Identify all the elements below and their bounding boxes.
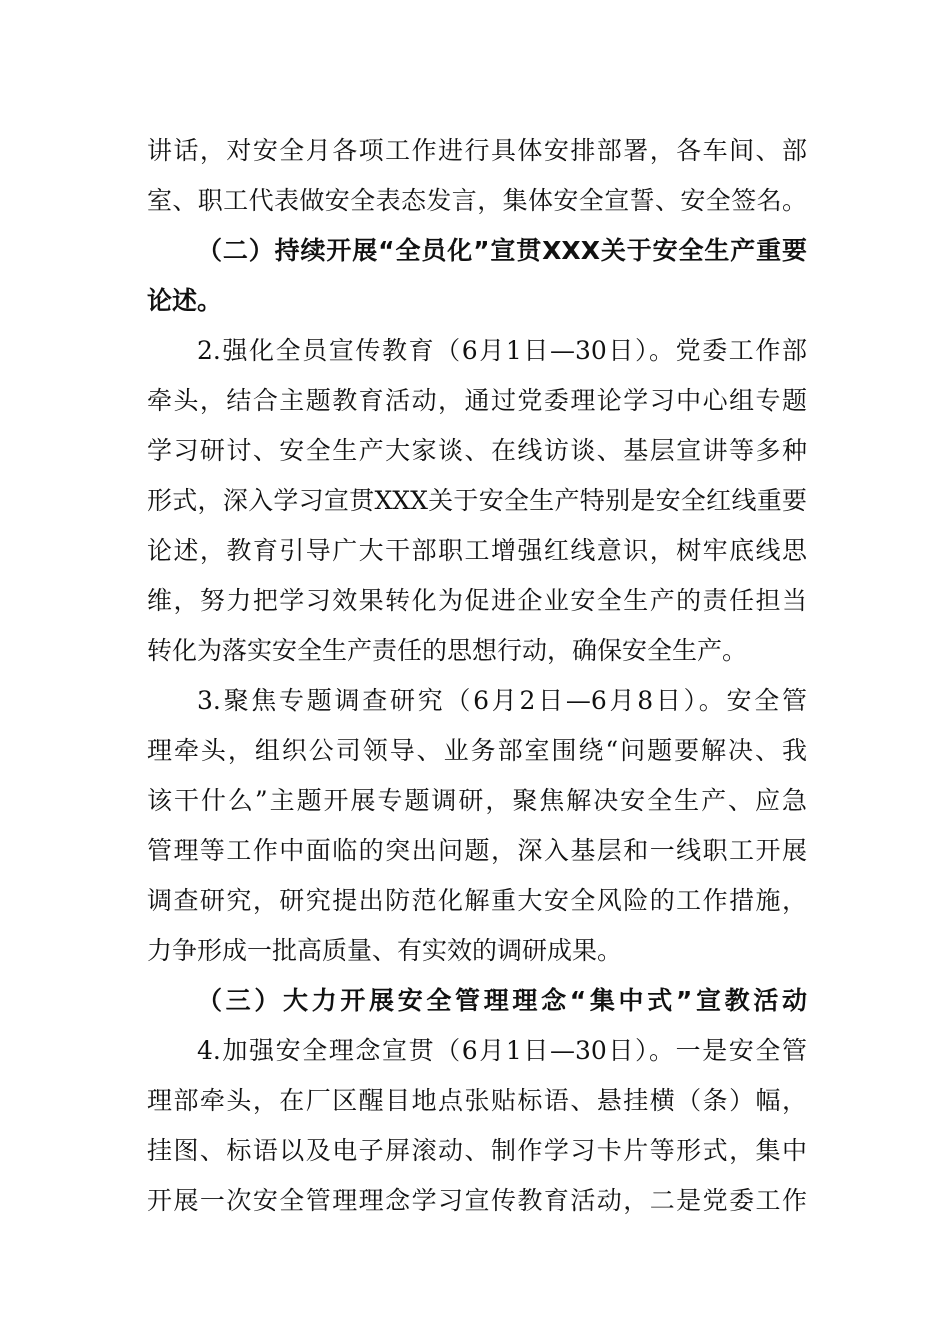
text-line: 4.加强安全理念宣贯（6月1日—30日）。一是安全管 — [197, 1036, 807, 1065]
text-line: 该干什么”主题开展专题调研，聚焦解决安全生产、应急 — [147, 786, 807, 815]
text-line: 力争形成一批高质量、有实效的调研成果。 — [147, 936, 623, 965]
text-line: 3.聚焦专题调查研究（6月2日—6月8日）。安全管 — [197, 686, 807, 715]
text-line: 室、职工代表做安全表态发言，集体安全宣誓、安全签名。 — [147, 186, 807, 215]
heading-line: 论述。 — [147, 286, 223, 315]
text-line: 讲话，对安全月各项工作进行具体安排部署，各车间、部 — [147, 136, 807, 165]
text-line: 维，努力把学习效果转化为促进企业安全生产的责任担当 — [147, 586, 807, 615]
text-line: 开展一次安全管理理念学习宣传教育活动，二是党委工作 — [147, 1186, 807, 1215]
heading-line: （三）大力开展安全管理理念“集中式”宣教活动 — [197, 986, 807, 1015]
text-line: 调查研究，研究提出防范化解重大安全风险的工作措施， — [147, 886, 807, 915]
text-line: 管理等工作中面临的突出问题，深入基层和一线职工开展 — [147, 836, 807, 865]
text-line: 形式，深入学习宣贯XXX关于安全生产特别是安全红线重要 — [147, 486, 807, 515]
text-line: 理部牵头，在厂区醒目地点张贴标语、悬挂横（条）幅， — [147, 1086, 807, 1115]
text-line: 挂图、标语以及电子屏滚动、制作学习卡片等形式，集中 — [147, 1136, 807, 1165]
text-line: 2.强化全员宣传教育（6月1日—30日）。党委工作部 — [197, 336, 807, 365]
text-line: 论述，教育引导广大干部职工增强红线意识，树牢底线思 — [147, 536, 807, 565]
heading-line: （二）持续开展“全员化”宣贯XXX关于安全生产重要 — [197, 236, 807, 265]
text-line: 学习研讨、安全生产大家谈、在线访谈、基层宣讲等多种 — [147, 436, 807, 465]
text-line: 牵头，结合主题教育活动，通过党委理论学习中心组专题 — [147, 386, 807, 415]
text-line: 转化为落实安全生产责任的思想行动，确保安全生产。 — [147, 636, 748, 665]
text-line: 理牵头，组织公司领导、业务部室围绕“问题要解决、我 — [147, 736, 807, 765]
